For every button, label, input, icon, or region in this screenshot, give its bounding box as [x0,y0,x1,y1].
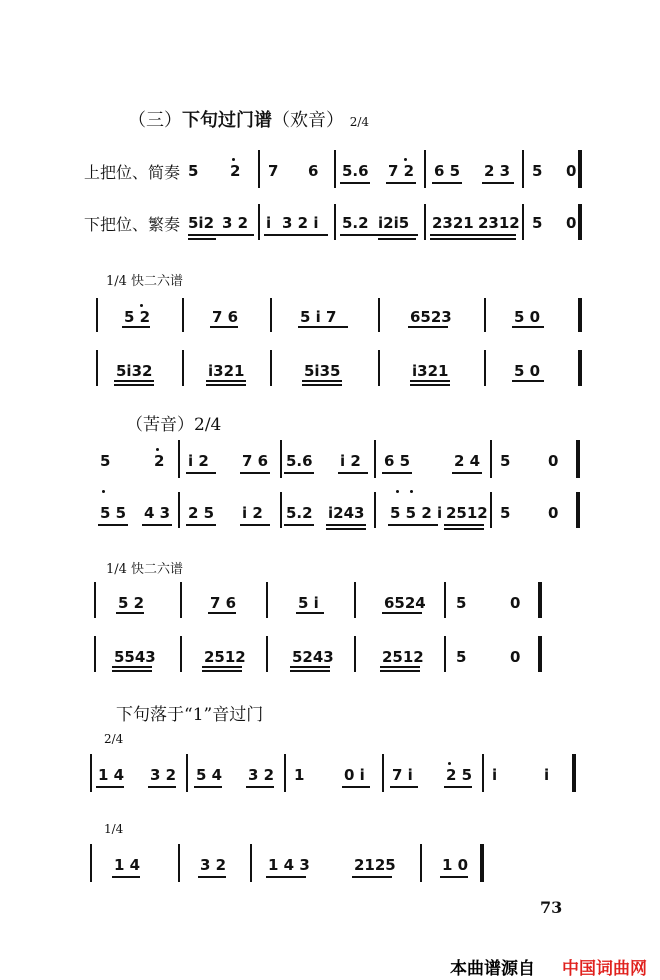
barline [374,440,376,478]
note: 2 [230,162,241,180]
underline [98,524,128,526]
underline [512,326,544,328]
note: 1 4 [98,766,125,784]
note: i 2 [188,452,209,470]
underline [290,670,330,672]
barline [94,582,96,618]
note: 5.6 [342,162,369,180]
time-signature: 2/4 [104,732,124,746]
barline [280,440,282,478]
underline [382,612,422,614]
barline [444,582,446,618]
underline [378,238,416,240]
note: 6524 [384,594,426,612]
underline [246,786,274,788]
underline [284,472,314,474]
note: 2 3 [484,162,511,180]
note: 1 4 3 [268,856,310,874]
barline [522,150,524,188]
note: 0 [510,648,521,666]
site-name-link[interactable]: 中国词曲网 [562,959,647,979]
note: 2 5 [446,766,473,784]
note: 2512 [446,504,488,522]
octave-dot [410,490,413,493]
source-label: 本曲谱源自 [450,959,535,979]
underline [240,472,270,474]
note: 2 5 [188,504,215,522]
underline [380,670,420,672]
barline [258,150,260,188]
note: 5 2 [124,308,151,326]
underline [298,326,348,328]
underline [114,384,154,386]
barline [178,440,180,478]
note: 7 [268,162,279,180]
underline [352,876,392,878]
note: 2512 [204,648,246,666]
octave-dot [404,158,407,161]
note: 7 6 [210,594,237,612]
underline [202,670,242,672]
octave-dot [102,490,105,493]
underline [408,326,448,328]
underline [340,234,418,236]
barline [378,350,380,386]
note: 3 2 [248,766,275,784]
underline [148,786,176,788]
underline [390,786,418,788]
note: 5 [500,504,511,522]
underline [112,876,140,878]
note: 7 i [392,766,413,784]
underline [512,380,544,382]
barline [424,150,426,188]
note: 5.6 [286,452,313,470]
underline [302,384,342,386]
note: 5 5 [100,504,127,522]
underline [386,182,416,184]
note: 0 [548,452,559,470]
kuyin-label: （苦音）2/4 [126,415,222,435]
octave-dot [140,304,143,307]
note: 0 [510,594,521,612]
note: 7 2 [388,162,415,180]
barline [96,298,98,332]
end-barline [538,582,542,618]
barline [90,754,92,792]
note: 3 2 [222,214,249,232]
note: 5 2 [118,594,145,612]
tempo-label: 1/4 快二六谱 [106,274,184,289]
underline [440,876,468,878]
barline [334,150,336,188]
underline [112,666,152,668]
barline [522,204,524,240]
section-variant: （欢音） [272,110,344,131]
barline [270,298,272,332]
barline [94,636,96,672]
underline [482,182,514,184]
octave-dot [232,158,235,161]
underline [240,524,270,526]
barline [178,492,180,528]
octave-dot [156,448,159,451]
barline [420,844,422,882]
section-title [128,106,369,132]
tempo-label: 1/4 快二六谱 [106,562,184,577]
note: 5 [456,648,467,666]
underline [206,380,246,382]
barline [484,350,486,386]
end-barline [578,204,582,240]
note: 2 4 [454,452,481,470]
underline [296,612,324,614]
note: i243 [328,504,365,522]
end-barline [576,492,580,528]
note: 3 2 [150,766,177,784]
octave-dot [448,762,451,765]
underline [338,472,368,474]
note: 2512 [382,648,424,666]
note: 5 i [298,594,319,612]
barline [284,754,286,792]
note: 5 [500,452,511,470]
end-barline [578,298,582,332]
barline [482,754,484,792]
note: 3 2 [200,856,227,874]
underline [452,472,482,474]
barline [270,350,272,386]
note: 5 0 [514,308,541,326]
note: 1 [294,766,305,784]
time-signature: 1/4 [104,822,124,836]
note: 6523 [410,308,452,326]
underline [188,234,254,236]
underline [188,238,216,240]
underline [112,670,152,672]
note: 4 3 [144,504,171,522]
note: 5 [532,162,543,180]
barline [374,492,376,528]
underline [302,380,342,382]
note: i 2 [340,452,361,470]
barline [250,844,252,882]
barline [266,636,268,672]
underline [432,182,462,184]
note: 5 [456,594,467,612]
note: i2i5 [378,214,410,232]
note: 2321 [432,214,474,232]
note: i 2 [242,504,263,522]
note: 2125 [354,856,396,874]
underline [430,238,516,240]
cadence-heading: 下句落于“1”音过门 [116,705,264,725]
time-signature: 2/4 [349,115,370,129]
row-label-elaborate: 下把位、繁奏 [84,215,181,234]
underline [198,876,226,878]
note: 7 6 [242,452,269,470]
note: 5243 [292,648,334,666]
barline [180,636,182,672]
underline [186,524,216,526]
note: 5 5 2 i [390,504,443,522]
note: 0 [548,504,559,522]
underline [410,384,450,386]
barline [444,636,446,672]
underline [444,524,484,526]
underline [444,786,472,788]
note: 5.2 [286,504,313,522]
note: 0 [566,214,577,232]
barline [424,204,426,240]
octave-dot [396,490,399,493]
underline [388,524,438,526]
note: i [544,766,550,784]
note: 5 [100,452,111,470]
underline [202,666,242,668]
underline [122,326,150,328]
underline [210,326,238,328]
barline [182,298,184,332]
barline [378,298,380,332]
underline [266,876,306,878]
barline [258,204,260,240]
barline [96,350,98,386]
note: 2 [154,452,165,470]
note: 5 [532,214,543,232]
underline [342,786,370,788]
barline [354,636,356,672]
barline [280,492,282,528]
end-barline [578,150,582,188]
note: 3 2 i [282,214,319,232]
note: i321 [208,362,245,380]
note: 1 4 [114,856,141,874]
end-barline [578,350,582,386]
underline [142,524,172,526]
page-number: 73 [540,898,563,917]
note: 5i2 [188,214,215,232]
note: 2312 [478,214,520,232]
note: 0 i [344,766,365,784]
note: i [266,214,272,232]
barline [186,754,188,792]
section-number: （三） [128,110,182,131]
barline [490,492,492,528]
note: 7 6 [212,308,239,326]
end-barline [538,636,542,672]
note: 5 [188,162,199,180]
note: 5 4 [196,766,223,784]
barline [354,582,356,618]
note: 6 5 [384,452,411,470]
end-barline [480,844,484,882]
underline [326,524,366,526]
barline [484,298,486,332]
underline [410,380,450,382]
underline [116,612,144,614]
underline [284,524,314,526]
barline [266,582,268,618]
underline [194,786,222,788]
underline [208,612,236,614]
underline [264,234,328,236]
note: 0 [566,162,577,180]
underline [430,234,516,236]
note: 5.2 [342,214,369,232]
note: 5543 [114,648,156,666]
underline [206,384,246,386]
underline [114,380,154,382]
barline [182,350,184,386]
note: i [492,766,498,784]
barline [334,204,336,240]
barline [178,844,180,882]
underline [380,666,420,668]
note: 1 0 [442,856,469,874]
note: 6 5 [434,162,461,180]
barline [382,754,384,792]
underline [444,528,484,530]
note: 5i35 [304,362,341,380]
section-main-title: 下句过门谱 [182,110,272,131]
barline [490,440,492,478]
underline [382,472,412,474]
underline [340,182,370,184]
note: 6 [308,162,319,180]
note: 5 i 7 [300,308,337,326]
barline [180,582,182,618]
note: 5 0 [514,362,541,380]
end-barline [572,754,576,792]
underline [290,666,330,668]
barline [90,844,92,882]
note: i321 [412,362,449,380]
end-barline [576,440,580,478]
row-label-simple: 上把位、简奏 [84,163,181,182]
underline [326,528,366,530]
underline [186,472,216,474]
underline [96,786,124,788]
note: 5i32 [116,362,153,380]
